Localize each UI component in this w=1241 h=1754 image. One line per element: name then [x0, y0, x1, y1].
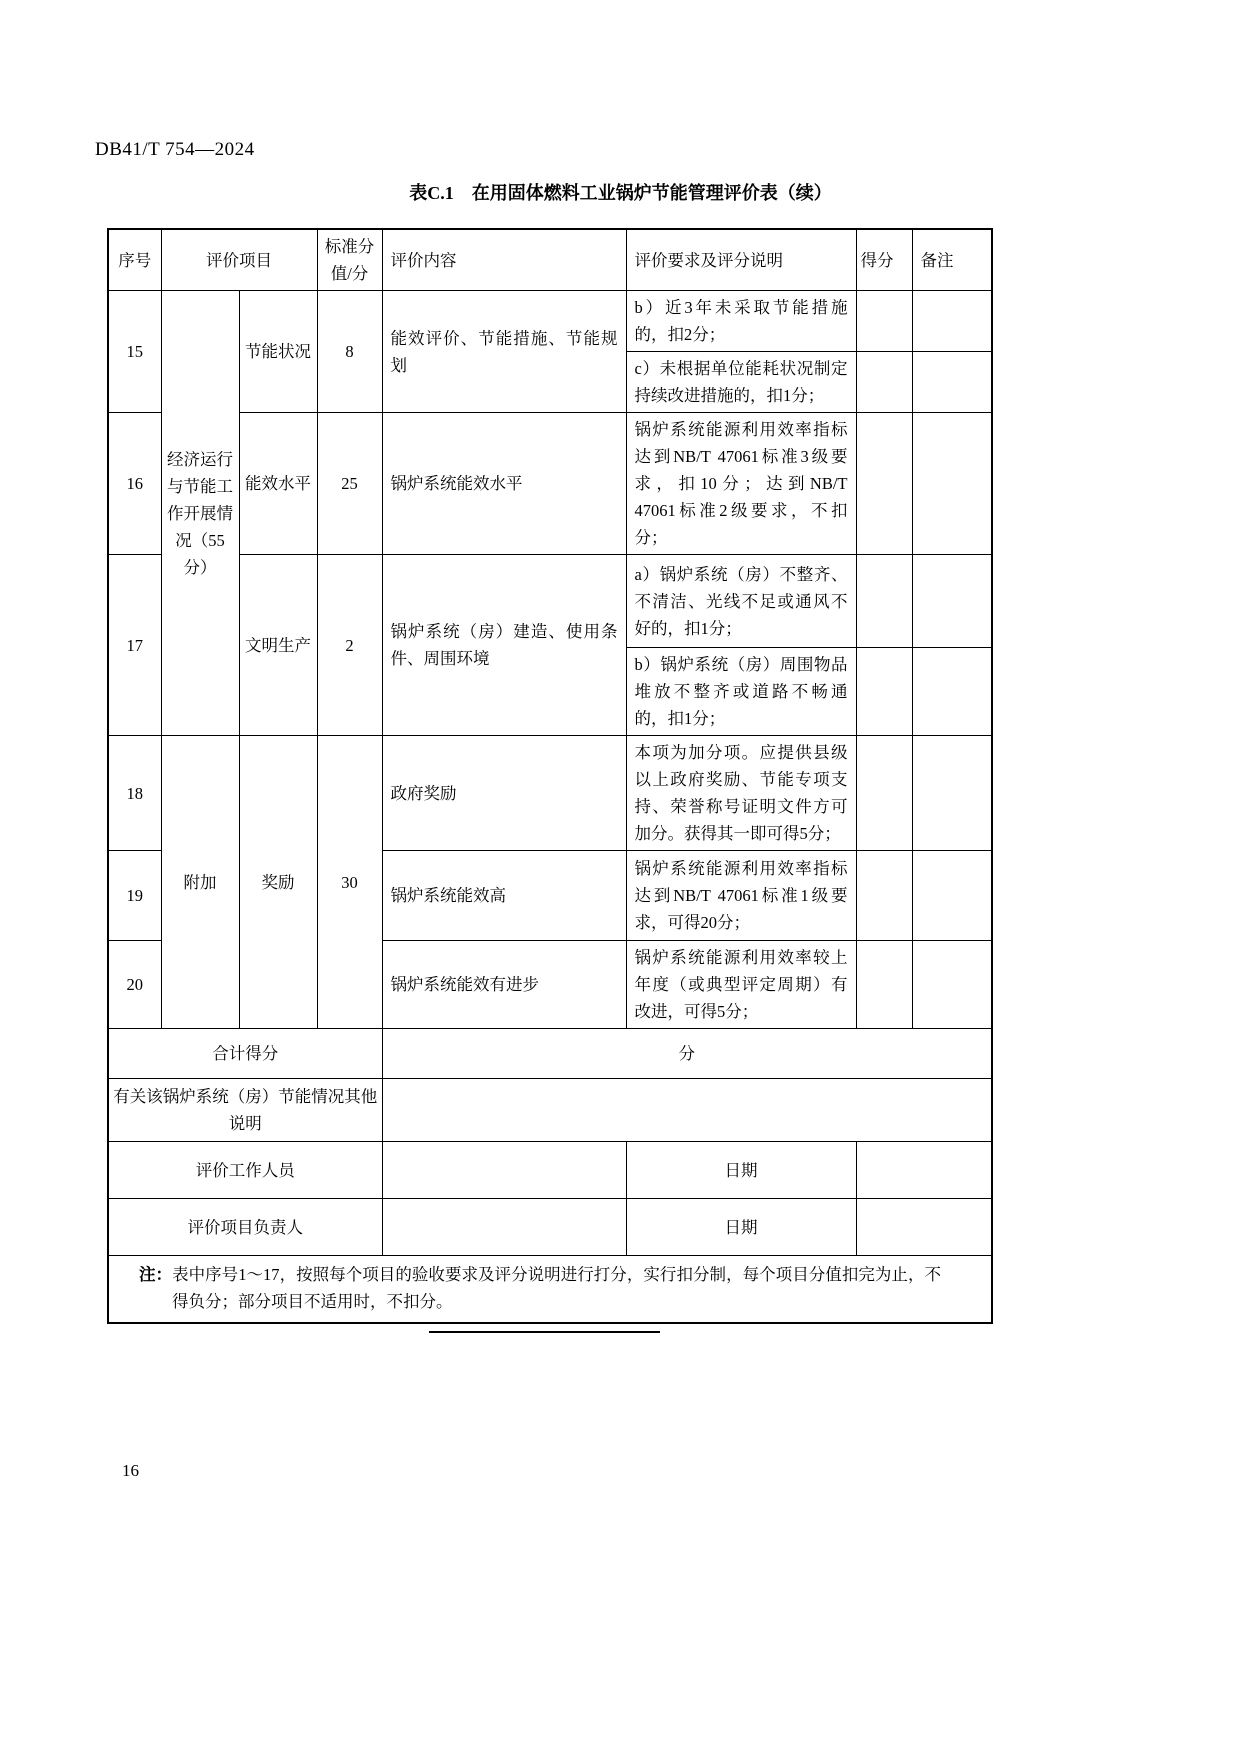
header-criteria: 评价要求及评分说明 — [626, 229, 856, 291]
cell-19-content: 锅炉系统能效高 — [382, 851, 626, 941]
total-label: 合计得分 — [108, 1029, 382, 1079]
evaluation-table-container — [107, 228, 993, 1324]
cell-group2-std-score: 30 — [317, 736, 382, 1029]
row-total — [108, 1029, 992, 1079]
cell-17-content: 锅炉系统（房）建造、使用条件、周围环境 — [382, 555, 626, 736]
header-score: 得分 — [856, 229, 912, 291]
evaluator-label: 评价工作人员 — [108, 1142, 382, 1199]
cell-17-item: 文明生产 — [239, 555, 317, 736]
cell-15-content: 能效评价、节能措施、节能规划 — [382, 291, 626, 413]
remark-cell-empty — [912, 648, 992, 736]
row-evaluator-sign — [108, 1142, 992, 1199]
score-cell-empty — [856, 291, 912, 352]
cell-17-std-score: 2 — [317, 555, 382, 736]
table-title: 表C.1 在用固体燃料工业锅炉节能管理评价表（续） — [409, 183, 832, 203]
row-17-sub-a — [108, 555, 992, 648]
cell-18-criteria: 本项为加分项。应提供县级以上政府奖励、节能专项支持、荣誉称号证明文件方可加分。获得其一即可得5分； — [626, 736, 856, 851]
cell-group2-label: 附加 — [161, 736, 239, 1029]
leader-label: 评价项目负责人 — [108, 1199, 382, 1256]
header-item: 评价项目 — [161, 229, 317, 291]
standard-number: DB41/T 754—2024 — [95, 139, 255, 160]
note-paragraph — [139, 1261, 941, 1315]
cell-17-index: 17 — [108, 555, 161, 736]
leader-date-field — [856, 1199, 992, 1256]
cell-16-index: 16 — [108, 413, 161, 555]
leader-signature-field — [382, 1199, 626, 1256]
document-end-line — [429, 1331, 660, 1333]
remark-cell-empty — [912, 851, 992, 941]
note-label: 注： — [139, 1265, 173, 1284]
cell-16-std-score: 25 — [317, 413, 382, 555]
note-text: 表中序号1～17，按照每个项目的验收要求及评分说明进行打分，实行扣分制，每个项目分值扣完为止，不得负分；部分项目不适用时，不扣分。 — [172, 1265, 942, 1311]
row-note — [108, 1256, 992, 1324]
cell-17-criteria-b: b）锅炉系统（房）周围物品堆放不整齐或道路不畅通的，扣1分； — [626, 648, 856, 736]
remark-cell-empty — [912, 352, 992, 413]
cell-17-criteria-a: a）锅炉系统（房）不整齐、不清洁、光线不足或通风不好的，扣1分； — [626, 555, 856, 648]
score-cell-empty — [856, 851, 912, 941]
cell-19-index: 19 — [108, 851, 161, 941]
cell-15-criteria-b: b）近3年未采取节能措施的，扣2分； — [626, 291, 856, 352]
score-cell-empty — [856, 941, 912, 1029]
other-notes-field — [382, 1079, 992, 1142]
cell-18-index: 18 — [108, 736, 161, 851]
leader-date-label: 日期 — [626, 1199, 856, 1256]
row-15-sub-b — [108, 291, 992, 352]
evaluator-date-field — [856, 1142, 992, 1199]
score-cell-empty — [856, 555, 912, 648]
header-std-score: 标准分值/分 — [317, 229, 382, 291]
cell-group1-label: 经济运行与节能工作开展情况（55分） — [161, 291, 239, 736]
cell-15-index: 15 — [108, 291, 161, 413]
header-index: 序号 — [108, 229, 161, 291]
table-header-row — [108, 229, 992, 291]
row-16 — [108, 413, 992, 555]
cell-16-criteria: 锅炉系统能源利用效率指标达到NB/T 47061标准3级要求，扣10分；达到NB/T 47061标准2级要求，不扣分； — [626, 413, 856, 555]
score-cell-empty — [856, 352, 912, 413]
cell-18-content: 政府奖励 — [382, 736, 626, 851]
header-content: 评价内容 — [382, 229, 626, 291]
remark-cell-empty — [912, 413, 992, 555]
score-cell-empty — [856, 648, 912, 736]
cell-19-criteria: 锅炉系统能源利用效率指标达到NB/T 47061标准1级要求，可得20分； — [626, 851, 856, 941]
row-18 — [108, 736, 992, 851]
cell-16-item: 能效水平 — [239, 413, 317, 555]
total-value: 分 — [382, 1029, 992, 1079]
header-remark: 备注 — [912, 229, 992, 291]
other-notes-label: 有关该锅炉系统（房）节能情况其他说明 — [108, 1079, 382, 1142]
score-cell-empty — [856, 736, 912, 851]
cell-16-content: 锅炉系统能效水平 — [382, 413, 626, 555]
evaluator-signature-field — [382, 1142, 626, 1199]
remark-cell-empty — [912, 555, 992, 648]
cell-20-content: 锅炉系统能效有进步 — [382, 941, 626, 1029]
cell-15-criteria-c: c）未根据单位能耗状况制定持续改进措施的，扣1分； — [626, 352, 856, 413]
remark-cell-empty — [912, 291, 992, 352]
cell-group2-item: 奖励 — [239, 736, 317, 1029]
score-cell-empty — [856, 413, 912, 555]
note-cell — [108, 1256, 992, 1324]
row-other-notes — [108, 1079, 992, 1142]
cell-15-std-score: 8 — [317, 291, 382, 413]
cell-20-criteria: 锅炉系统能源利用效率较上年度（或典型评定周期）有改进，可得5分； — [626, 941, 856, 1029]
cell-20-index: 20 — [108, 941, 161, 1029]
row-leader-sign — [108, 1199, 992, 1256]
page-number: 16 — [122, 1461, 139, 1480]
evaluator-date-label: 日期 — [626, 1142, 856, 1199]
remark-cell-empty — [912, 736, 992, 851]
cell-15-item: 节能状况 — [239, 291, 317, 413]
remark-cell-empty — [912, 941, 992, 1029]
evaluation-table — [107, 228, 993, 1324]
